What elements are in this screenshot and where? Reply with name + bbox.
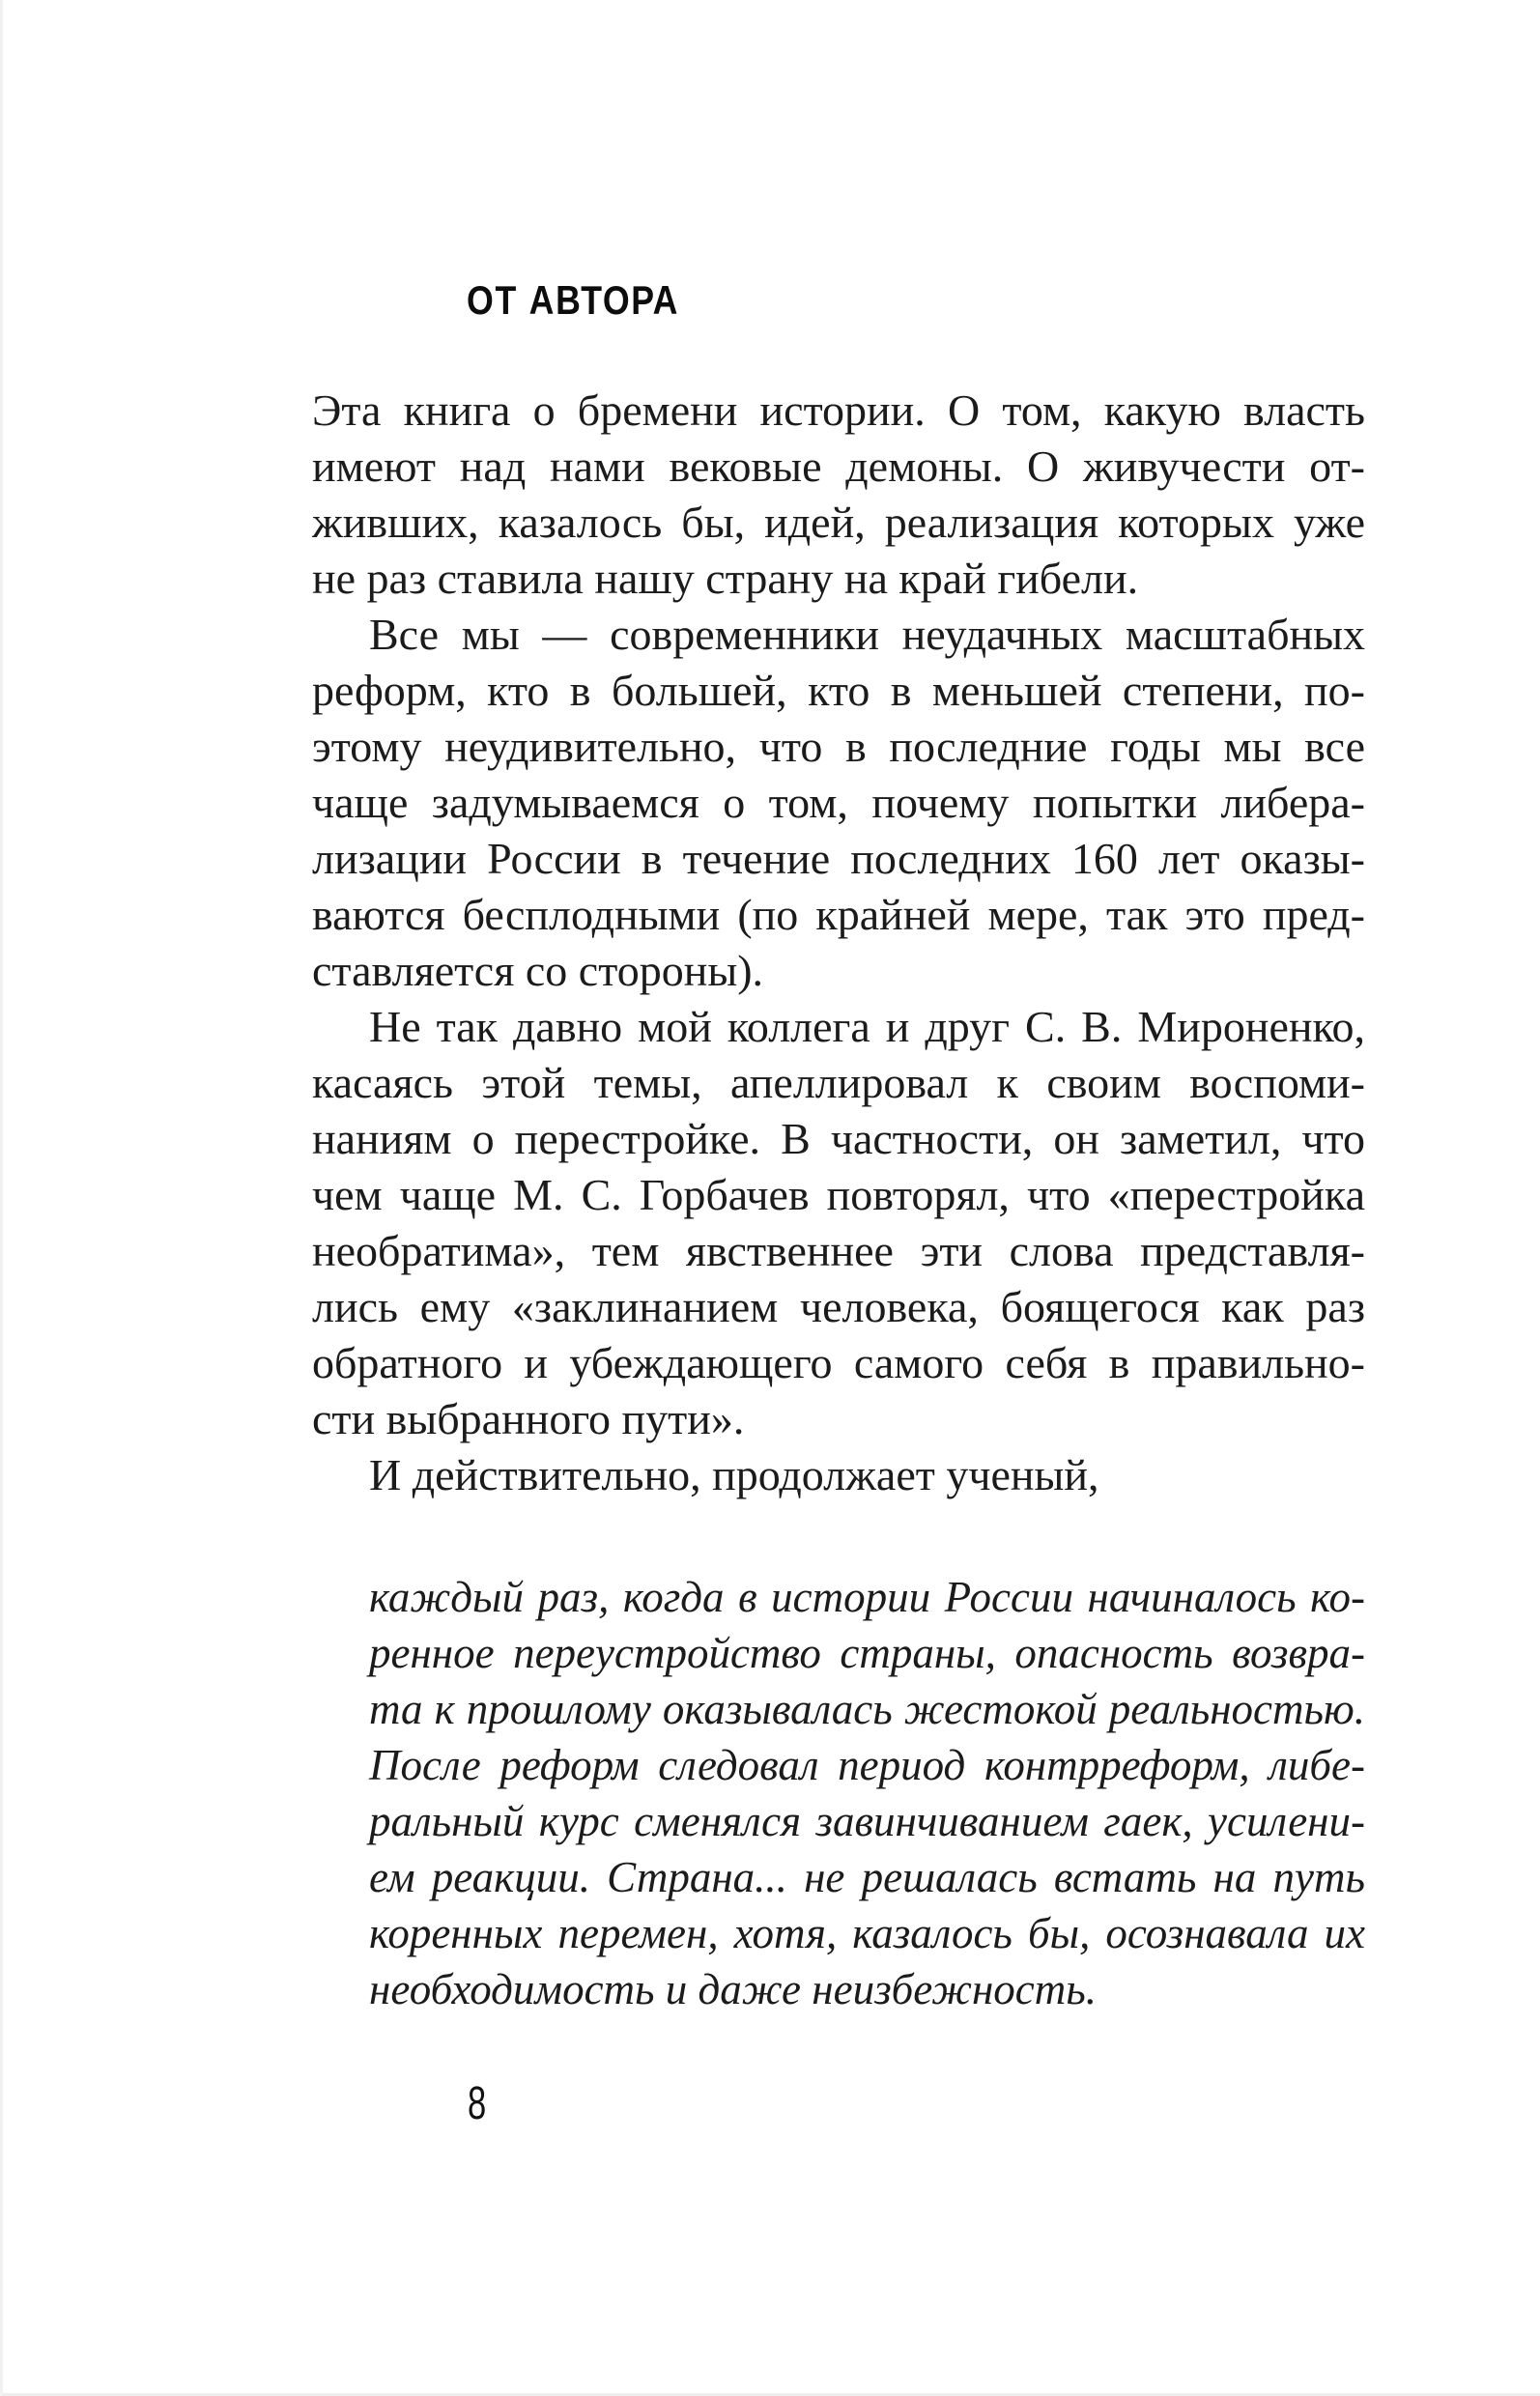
text-line: реформ, кто в большей, кто в меньшей степени, по- — [312, 666, 1365, 715]
paragraph — [312, 383, 1365, 607]
text-line: И действительно, продолжает ученый, — [369, 1450, 1099, 1499]
text-line: коренных перемен, хотя, казалось бы, осознавала их — [369, 1909, 1365, 1957]
text-line: необратима», тем явственнее эти слова представля- — [312, 1226, 1365, 1275]
paragraph — [312, 607, 1365, 999]
text-line: ставляется со стороны). — [312, 946, 764, 995]
text-line: обратного и убеждающего самого себя в правильно- — [312, 1338, 1365, 1387]
text-line: имеют над нами вековые демоны. О живучести от- — [312, 442, 1365, 491]
chapter-heading: ОТ АВТОРА — [467, 277, 680, 323]
text-line: Не так давно мой коллега и друг С. В. Мироненко, — [369, 1002, 1365, 1051]
text-line: ваются бесплодными (по крайней мере, так это пред- — [312, 890, 1365, 939]
text-line: не раз ставила нашу страну на край гибели. — [312, 554, 1139, 603]
text-line: та к прошлому оказывалась жестокой реальностью. — [369, 1685, 1365, 1733]
text-line: необходимость и даже неизбежность. — [369, 1965, 1098, 2013]
block-quote — [369, 1569, 1365, 2017]
text-line: ренное переустройство страны, опасность возвра- — [369, 1629, 1365, 1677]
paragraph — [312, 999, 1365, 1447]
paragraph — [312, 1447, 1365, 1503]
text-line: После реформ следовал период контрреформ, либе- — [369, 1741, 1365, 1789]
text-line: касаясь этой темы, апеллировал к своим воспоми- — [312, 1058, 1365, 1107]
text-line: наниям о перестройке. В частности, он заметил, что — [312, 1114, 1365, 1163]
text-line: Эта книга о бремени истории. О том, какую власть — [312, 385, 1365, 435]
text-line: лись ему «заклинанием человека, боящегося как раз — [312, 1282, 1365, 1331]
text-line: каждый раз, когда в истории России начиналось ко- — [369, 1573, 1365, 1621]
text-line: лизации России в течение последних 160 лет оказы- — [312, 834, 1365, 883]
text-line: Все мы — современники неудачных масштабных — [369, 610, 1365, 659]
page-number: 8 — [468, 2078, 487, 2129]
text-line: ем реакции. Страна... не решалась встать на путь — [369, 1853, 1365, 1901]
text-line: чем чаще М. С. Горбачев повторял, что «перестройка — [312, 1170, 1365, 1219]
text-line: этому неудивительно, что в последние годы мы все — [312, 722, 1365, 771]
text-line: чаще задумываемся о том, почему попытки либера- — [312, 778, 1365, 827]
text-line: ральный курс сменялся завинчиванием гаек, усилени- — [369, 1797, 1365, 1845]
page-text — [312, 383, 1365, 2017]
text-line: живших, казалось бы, идей, реализация которых уже — [312, 498, 1365, 547]
text-line: сти выбранного пути». — [312, 1394, 745, 1443]
